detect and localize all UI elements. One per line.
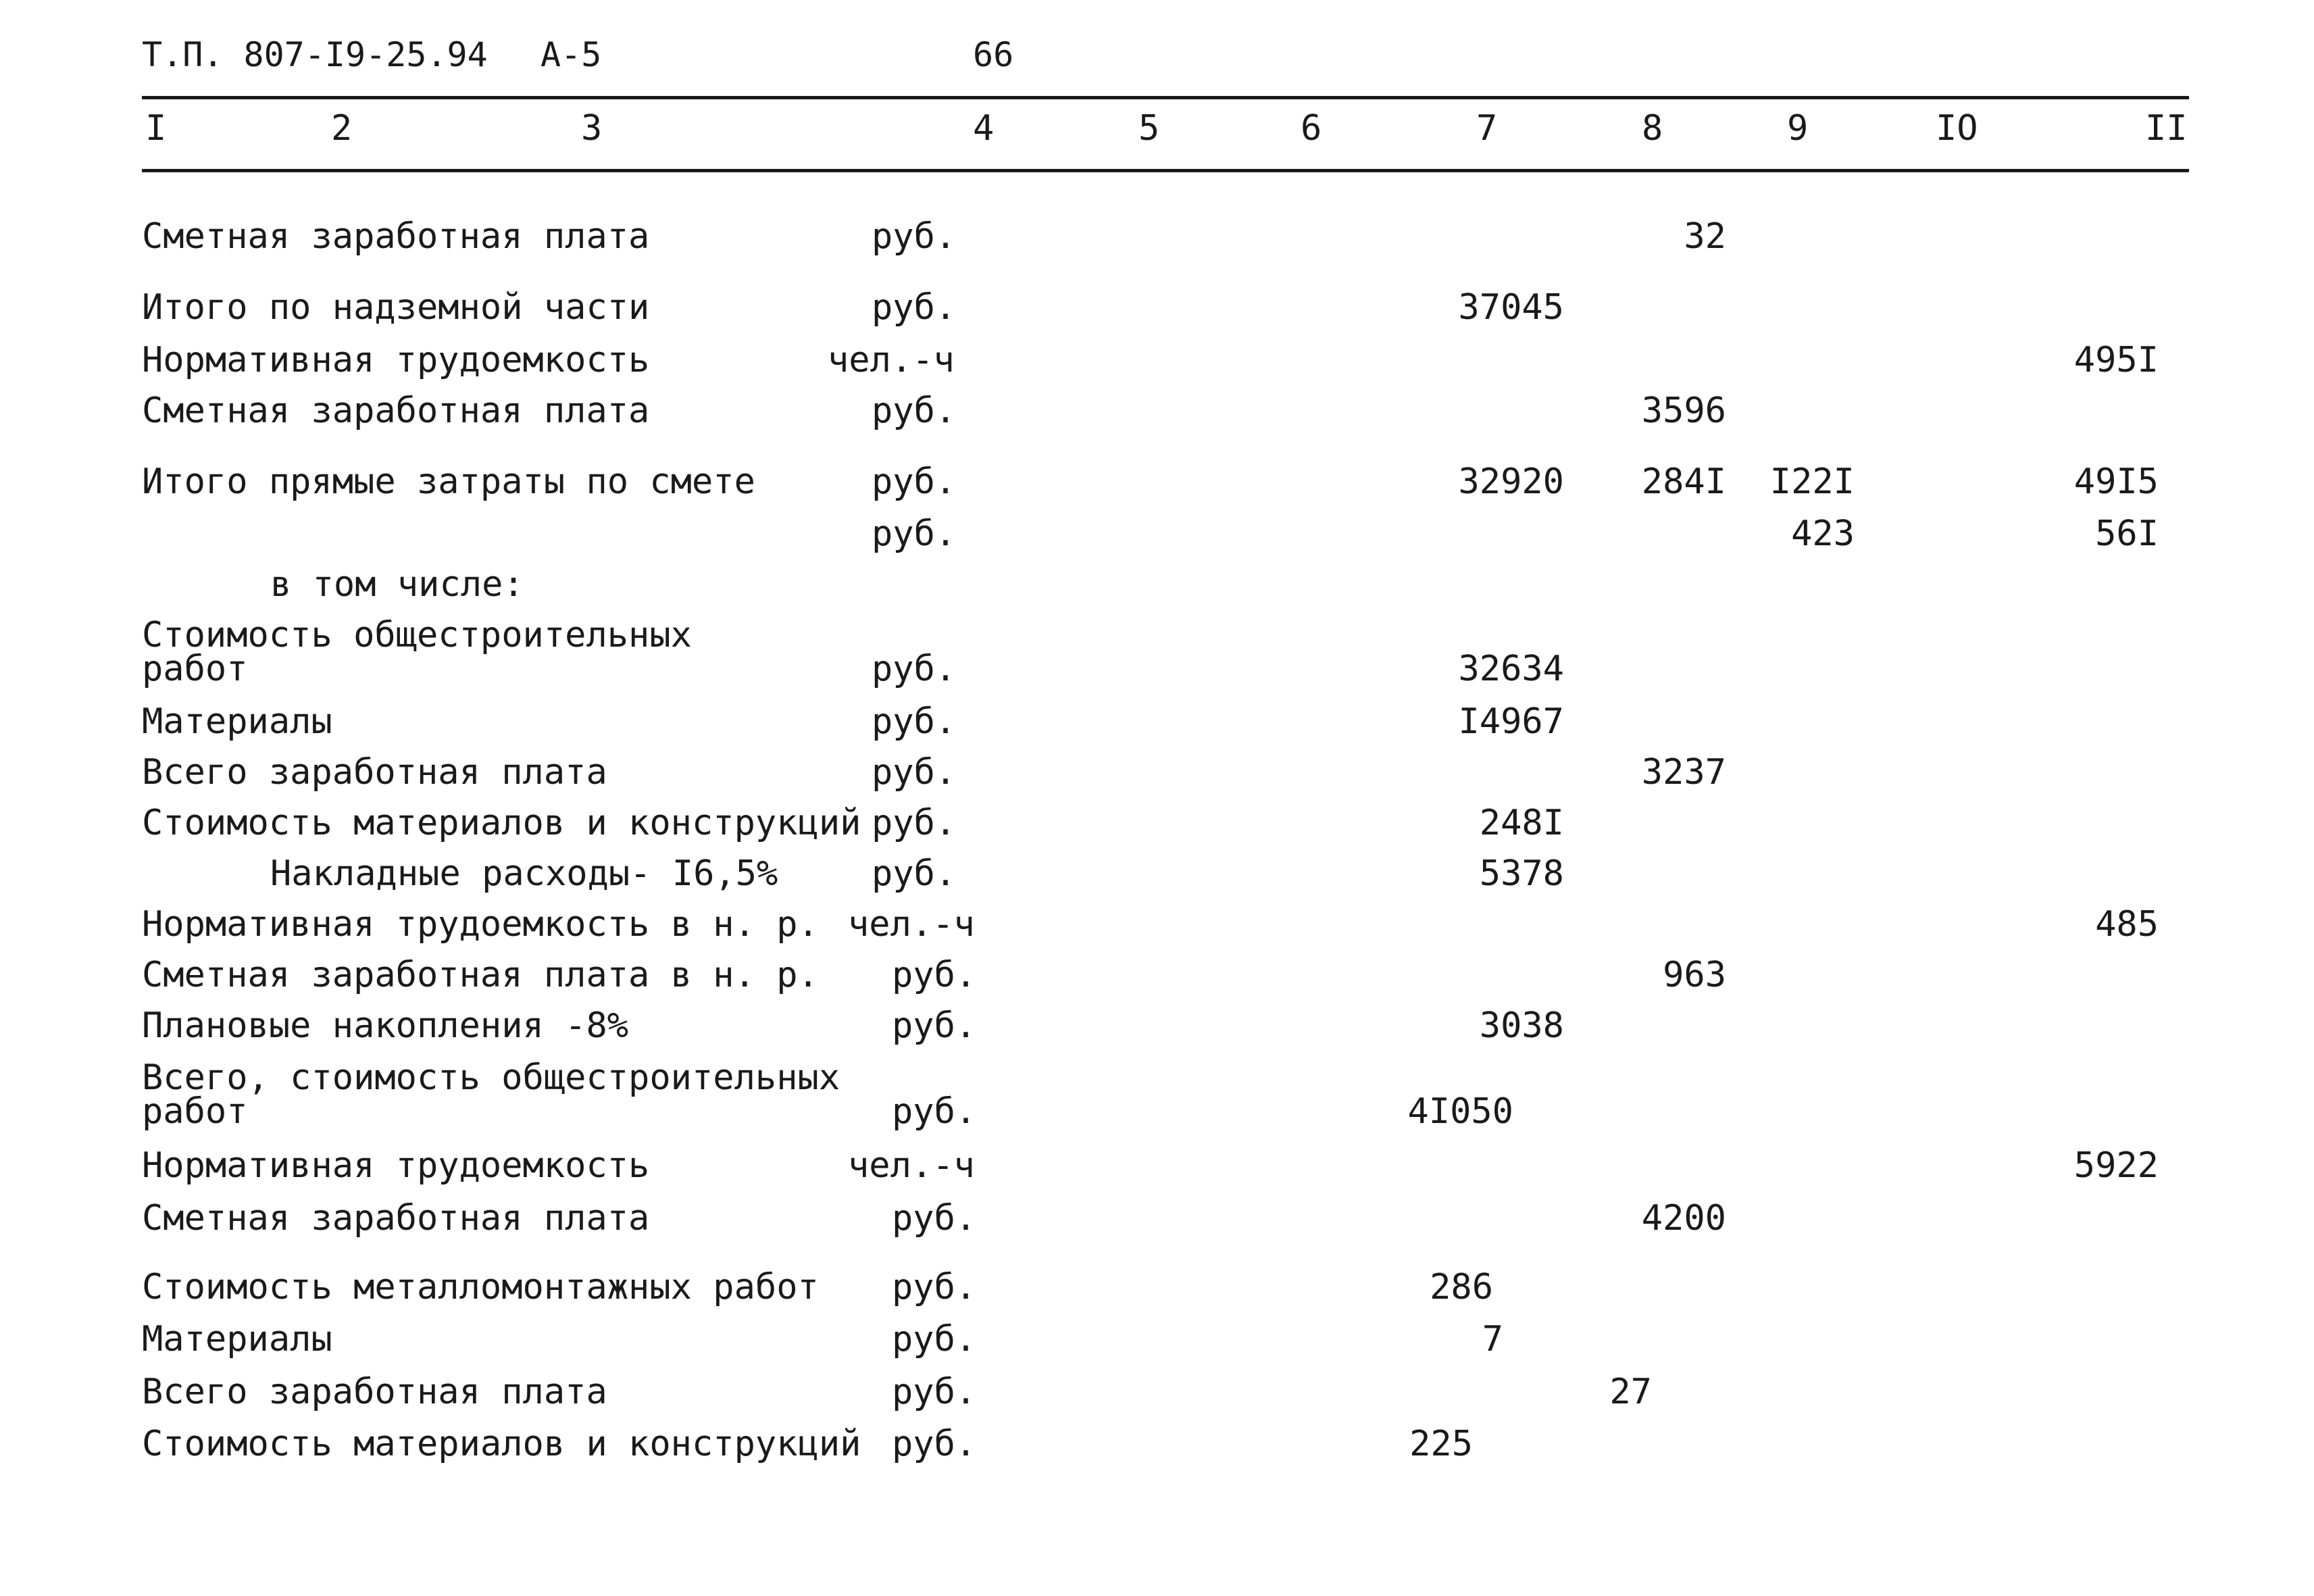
table-row bbox=[0, 1424, 2314, 1471]
row-unit: руб. bbox=[872, 701, 957, 742]
row-label: Стоимость металломонтажных работ bbox=[142, 1267, 819, 1307]
cell-col11: 49I5 bbox=[2073, 462, 2159, 502]
column-number-6: 6 bbox=[1301, 108, 1322, 149]
row-unit: руб. bbox=[872, 462, 957, 502]
table-row bbox=[0, 1005, 2314, 1053]
table-row bbox=[0, 1319, 2314, 1366]
row-unit: руб. bbox=[892, 1005, 977, 1046]
column-number-11: II bbox=[2145, 108, 2188, 149]
column-number-8: 8 bbox=[1642, 108, 1663, 149]
row-unit: руб. bbox=[872, 391, 957, 431]
row-label: Всего заработная плата bbox=[142, 752, 607, 793]
row-unit: руб. bbox=[872, 649, 957, 689]
cell-col11: 495I bbox=[2073, 340, 2159, 380]
table-row bbox=[0, 1198, 2314, 1245]
column-number-4: 4 bbox=[973, 108, 995, 149]
cell-col7: 225 bbox=[1409, 1424, 1473, 1464]
cell-col7: I4967 bbox=[1458, 701, 1564, 742]
row-unit: чел.-ч bbox=[848, 1145, 975, 1186]
row-label: Итого по надземной части bbox=[142, 287, 650, 328]
column-number-10: IO bbox=[1936, 108, 1978, 149]
row-label: Стоимость материалов и конструкций bbox=[142, 803, 861, 843]
album-code: А-5 bbox=[540, 35, 602, 74]
cell-col9: I22I bbox=[1769, 462, 1855, 502]
row-label-line2: работ bbox=[142, 649, 248, 689]
column-number-1: I bbox=[145, 108, 167, 149]
cell-col8: 32 bbox=[1684, 216, 1726, 257]
table-row bbox=[0, 1372, 2314, 1419]
row-unit: руб. bbox=[872, 752, 957, 793]
cell-col8: 284I bbox=[1641, 462, 1726, 502]
row-label-line1: Всего, стоимость общестроительных bbox=[142, 1057, 840, 1098]
column-number-5: 5 bbox=[1138, 108, 1160, 149]
table-row bbox=[0, 462, 2314, 509]
cell-col7: 5378 bbox=[1479, 853, 1564, 894]
table-row bbox=[0, 904, 2314, 951]
row-unit: руб. bbox=[872, 216, 957, 257]
cell-col7: 286 bbox=[1430, 1267, 1493, 1307]
row-unit: чел.-ч bbox=[828, 340, 955, 380]
cell-col8: 4200 bbox=[1641, 1198, 1726, 1239]
row-unit: руб. bbox=[892, 1198, 977, 1239]
doc-reference: Т.П. 807-I9-25.94 bbox=[142, 35, 488, 74]
row-label: Нормативная трудоемкость bbox=[142, 1145, 650, 1186]
column-number-7: 7 bbox=[1476, 108, 1498, 149]
table-row bbox=[0, 701, 2314, 749]
table-row bbox=[0, 564, 2314, 612]
table-row bbox=[0, 287, 2314, 334]
cell-col8: 27 bbox=[1609, 1372, 1652, 1412]
row-label: Плановые накопления -8% bbox=[142, 1005, 629, 1046]
section-subheading: в том числе: bbox=[270, 564, 524, 605]
column-number-9: 9 bbox=[1787, 108, 1809, 149]
cell-col7: 37045 bbox=[1458, 287, 1564, 328]
row-label: Сметная заработная плата bbox=[142, 216, 650, 257]
table-row bbox=[0, 615, 2314, 703]
row-unit: руб. bbox=[872, 803, 957, 843]
table-row bbox=[0, 216, 2314, 264]
row-label: Сметная заработная плата bbox=[142, 1198, 650, 1239]
row-label: Сметная заработная плата bbox=[142, 391, 650, 431]
row-label: Всего заработная плата bbox=[142, 1372, 607, 1412]
row-label: Стоимость материалов и конструкций bbox=[142, 1424, 861, 1464]
table-row bbox=[0, 391, 2314, 438]
cell-col7: 32920 bbox=[1458, 462, 1564, 502]
column-number-2: 2 bbox=[331, 108, 353, 149]
table-row bbox=[0, 1057, 2314, 1145]
row-unit: руб. bbox=[892, 955, 977, 995]
cell-col7: 4I050 bbox=[1407, 1091, 1513, 1132]
cell-col11: 5922 bbox=[2073, 1145, 2159, 1186]
cell-col8: 3237 bbox=[1641, 752, 1726, 793]
table-row bbox=[0, 752, 2314, 799]
cell-col7: 7 bbox=[1482, 1319, 1503, 1360]
row-label: Сметная заработная плата в н. р. bbox=[142, 955, 819, 995]
table-row bbox=[0, 340, 2314, 387]
row-label: Накладные расходы- I6,5% bbox=[270, 853, 778, 894]
cell-col7: 32634 bbox=[1458, 649, 1564, 689]
cell-col11: 485 bbox=[2095, 904, 2159, 945]
row-unit: руб. bbox=[892, 1091, 977, 1132]
cell-col8: 3596 bbox=[1641, 391, 1726, 431]
row-unit: чел.-ч bbox=[848, 904, 975, 945]
table-row bbox=[0, 853, 2314, 901]
cell-col8: 963 bbox=[1663, 955, 1726, 995]
row-label: Материалы bbox=[142, 1319, 332, 1360]
row-label: Материалы bbox=[142, 701, 332, 742]
table-row bbox=[0, 514, 2314, 561]
page-number: 66 bbox=[973, 35, 1014, 74]
row-unit: руб. bbox=[892, 1267, 977, 1307]
cell-col7: 248I bbox=[1479, 803, 1564, 843]
row-unit: руб. bbox=[872, 853, 957, 894]
cell-col9: 423 bbox=[1791, 514, 1855, 554]
table-row bbox=[0, 803, 2314, 850]
column-number-3: 3 bbox=[581, 108, 603, 149]
row-label-line2: работ bbox=[142, 1091, 248, 1132]
row-label: Нормативная трудоемкость bbox=[142, 340, 650, 380]
row-label: Нормативная трудоемкость в н. р. bbox=[142, 904, 819, 945]
cell-col11: 56I bbox=[2095, 514, 2159, 554]
table-row bbox=[0, 1145, 2314, 1193]
table-row bbox=[0, 955, 2314, 1002]
cell-col7: 3038 bbox=[1479, 1005, 1564, 1046]
table-row bbox=[0, 1267, 2314, 1314]
row-label-line1: Стоимость общестроительных bbox=[142, 615, 692, 655]
header-top-rule bbox=[142, 96, 2189, 99]
header-bottom-rule bbox=[142, 169, 2189, 172]
row-unit: руб. bbox=[892, 1319, 977, 1360]
row-label: Итого прямые затраты по смете bbox=[142, 462, 755, 502]
row-unit: руб. bbox=[892, 1424, 977, 1464]
row-unit: руб. bbox=[872, 287, 957, 328]
row-unit: руб. bbox=[892, 1372, 977, 1412]
row-unit: руб. bbox=[872, 514, 957, 554]
